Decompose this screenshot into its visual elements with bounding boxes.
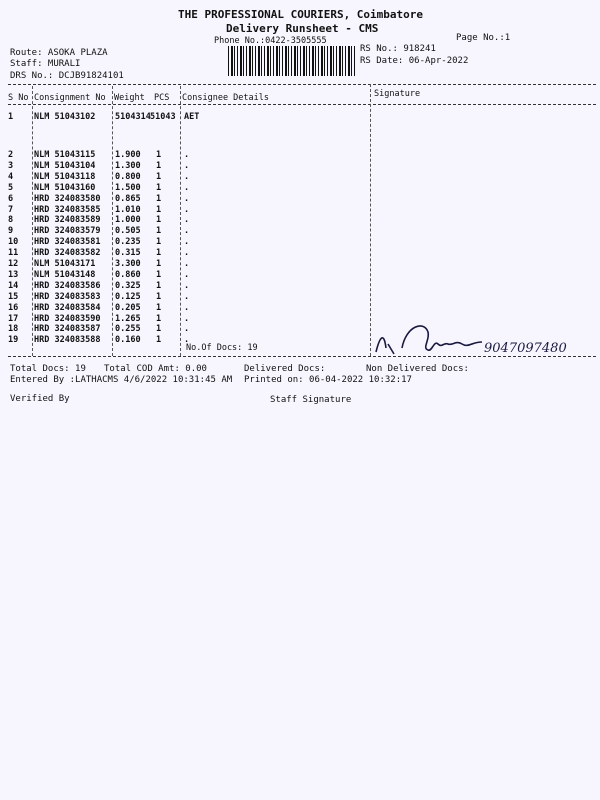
- row-weight: 1.265: [115, 313, 141, 324]
- row-details: .: [184, 193, 190, 204]
- row-sno: 18: [8, 324, 19, 335]
- row-pcs: 1: [156, 302, 162, 313]
- row-sno: 9: [8, 226, 14, 237]
- col-consignee: Consignee Details: [182, 93, 269, 103]
- row-consignment: NLM 51043102: [34, 112, 96, 122]
- row-sno: 7: [8, 204, 14, 215]
- row-sno: 3: [8, 160, 14, 171]
- row-consignment: NLM 51043148: [34, 269, 96, 280]
- header-top-rule: [8, 84, 596, 85]
- row-details: .: [184, 335, 190, 346]
- barcode: [228, 46, 356, 76]
- row-consignment: HRD 324083586: [34, 280, 101, 291]
- row-details: .: [184, 160, 190, 171]
- row-pcs: 1: [156, 237, 162, 248]
- row-sno: 1: [8, 112, 14, 122]
- row-pcs: 1: [156, 226, 162, 237]
- row-sno: 16: [8, 302, 19, 313]
- row-details: .: [184, 248, 190, 259]
- table-bottom-rule: [8, 356, 596, 357]
- row-weight: 0.160: [115, 335, 141, 346]
- row-pcs: 1: [156, 193, 162, 204]
- row-sno: 19: [8, 335, 19, 346]
- row-consignment: NLM 51043118: [34, 171, 96, 182]
- row-consignment: HRD 324083580: [34, 193, 101, 204]
- row-sno: 14: [8, 280, 19, 291]
- total-docs: Total Docs: 19: [10, 364, 86, 374]
- header-bottom-rule: [8, 104, 596, 105]
- route-label: Route: ASOKA PLAZA: [10, 48, 108, 58]
- row-pcs: 51043: [150, 112, 176, 122]
- row-sno: 5: [8, 182, 14, 193]
- row-details: .: [184, 324, 190, 335]
- row-sno: 8: [8, 215, 14, 226]
- page-number: Page No.:1: [456, 33, 511, 43]
- row-details: .: [184, 313, 190, 324]
- row-sno: 13: [8, 269, 19, 280]
- row-details: .: [184, 215, 190, 226]
- row-consignment: NLM 51043171: [34, 259, 96, 269]
- row-weight: 1.300: [115, 160, 141, 171]
- row-weight: 0.505: [115, 226, 141, 237]
- row-weight: 0.255: [115, 324, 141, 335]
- row-sno: 2: [8, 150, 14, 160]
- phone-number: Phone No.:0422-3505555: [214, 36, 327, 46]
- row-weight: 0.205: [115, 302, 141, 313]
- row-pcs: 1: [156, 324, 162, 335]
- row-weight: 1.900: [115, 150, 141, 160]
- signature-phone: 9047097480: [484, 341, 567, 356]
- row-pcs: 1: [156, 150, 162, 160]
- row-pcs: 1: [156, 248, 162, 259]
- rs-date: RS Date: 06-Apr-2022: [360, 56, 469, 66]
- row-consignment: NLM 51043115: [34, 150, 96, 160]
- col-weight: Weight: [114, 93, 145, 103]
- staff-signature: Staff Signature: [270, 395, 352, 405]
- row-consignment: HRD 324083587: [34, 324, 101, 335]
- row-sno: 6: [8, 193, 14, 204]
- row-pcs: 1: [156, 335, 162, 346]
- no-of-docs: No.Of Docs: 19: [186, 343, 258, 353]
- printed-on: Printed on: 06-04-2022 10:32:17: [244, 375, 412, 385]
- row-pcs: 1: [156, 259, 162, 269]
- drs-number: DRS No.: DCJB91824101: [10, 71, 124, 81]
- col-sno: S No: [8, 93, 29, 103]
- row-consignment: HRD 324083579: [34, 226, 101, 237]
- col-divider: [180, 86, 181, 356]
- row-details: .: [184, 291, 190, 302]
- row-weight: 0.315: [115, 248, 141, 259]
- row-details: .: [184, 259, 190, 269]
- row-pcs: 1: [156, 160, 162, 171]
- row-weight: 1.000: [115, 215, 141, 226]
- row-pcs: 1: [156, 171, 162, 182]
- row-sno: 10: [8, 237, 19, 248]
- row-details: .: [184, 269, 190, 280]
- row-consignment: HRD 324083584: [34, 302, 101, 313]
- row-consignment: HRD 324083589: [34, 215, 101, 226]
- row-pcs: 1: [156, 182, 162, 193]
- row-consignment: HRD 324083588: [34, 335, 101, 346]
- verified-by: Verified By: [10, 394, 70, 404]
- row-weight: 5104314: [115, 112, 151, 122]
- total-cod: Total COD Amt: 0.00: [104, 364, 207, 374]
- row-weight: 0.235: [115, 237, 141, 248]
- col-divider: [32, 86, 33, 356]
- row-consignment: HRD 324083581: [34, 237, 101, 248]
- delivered-docs: Delivered Docs:: [244, 364, 326, 374]
- row-weight: 0.800: [115, 171, 141, 182]
- row-weight: 0.325: [115, 280, 141, 291]
- row-details: .: [184, 226, 190, 237]
- row-pcs: 1: [156, 204, 162, 215]
- row-consignment: HRD 324083582: [34, 248, 101, 259]
- row-details: .: [184, 150, 190, 160]
- col-divider: [112, 86, 113, 356]
- row-details: .: [184, 204, 190, 215]
- row-weight: 3.300: [115, 259, 141, 269]
- row-pcs: 1: [156, 291, 162, 302]
- row-sno: 17: [8, 313, 19, 324]
- row-consignment: NLM 51043160: [34, 182, 96, 193]
- col-divider: [370, 84, 371, 356]
- col-consignment: Consignment No: [34, 93, 106, 103]
- row-sno: 12: [8, 259, 19, 269]
- row-details: .: [184, 171, 190, 182]
- non-delivered-docs: Non Delivered Docs:: [366, 364, 469, 374]
- row-details: AET: [184, 112, 200, 122]
- company-name: THE PROFESSIONAL COURIERS, Coimbatore: [178, 8, 424, 21]
- row-weight: 0.865: [115, 193, 141, 204]
- row-details: .: [184, 182, 190, 193]
- row-pcs: 1: [156, 280, 162, 291]
- row-weight: 0.125: [115, 291, 141, 302]
- col-pcs: PCS: [154, 93, 170, 103]
- row-pcs: 1: [156, 313, 162, 324]
- staff-label: Staff: MURALI: [10, 59, 81, 69]
- row-details: .: [184, 280, 190, 291]
- row-details: .: [184, 302, 190, 313]
- row-consignment: HRD 324083583: [34, 291, 101, 302]
- row-weight: 1.500: [115, 182, 141, 193]
- row-weight: 0.860: [115, 269, 141, 280]
- row-sno: 11: [8, 248, 19, 259]
- row-pcs: 1: [156, 215, 162, 226]
- row-details: .: [184, 237, 190, 248]
- row-consignment: HRD 324083585: [34, 204, 101, 215]
- row-weight: 1.010: [115, 204, 141, 215]
- entered-by: Entered By :LATHACMS 4/6/2022 10:31:45 AM: [10, 375, 233, 385]
- row-sno: 15: [8, 291, 19, 302]
- row-consignment: HRD 324083590: [34, 313, 101, 324]
- col-signature: Signature: [374, 89, 421, 99]
- row-sno: 4: [8, 171, 14, 182]
- row-consignment: NLM 51043104: [34, 160, 96, 171]
- rs-number: RS No.: 918241: [360, 44, 436, 54]
- row-pcs: 1: [156, 269, 162, 280]
- document-title: Delivery Runsheet - CMS: [226, 22, 379, 35]
